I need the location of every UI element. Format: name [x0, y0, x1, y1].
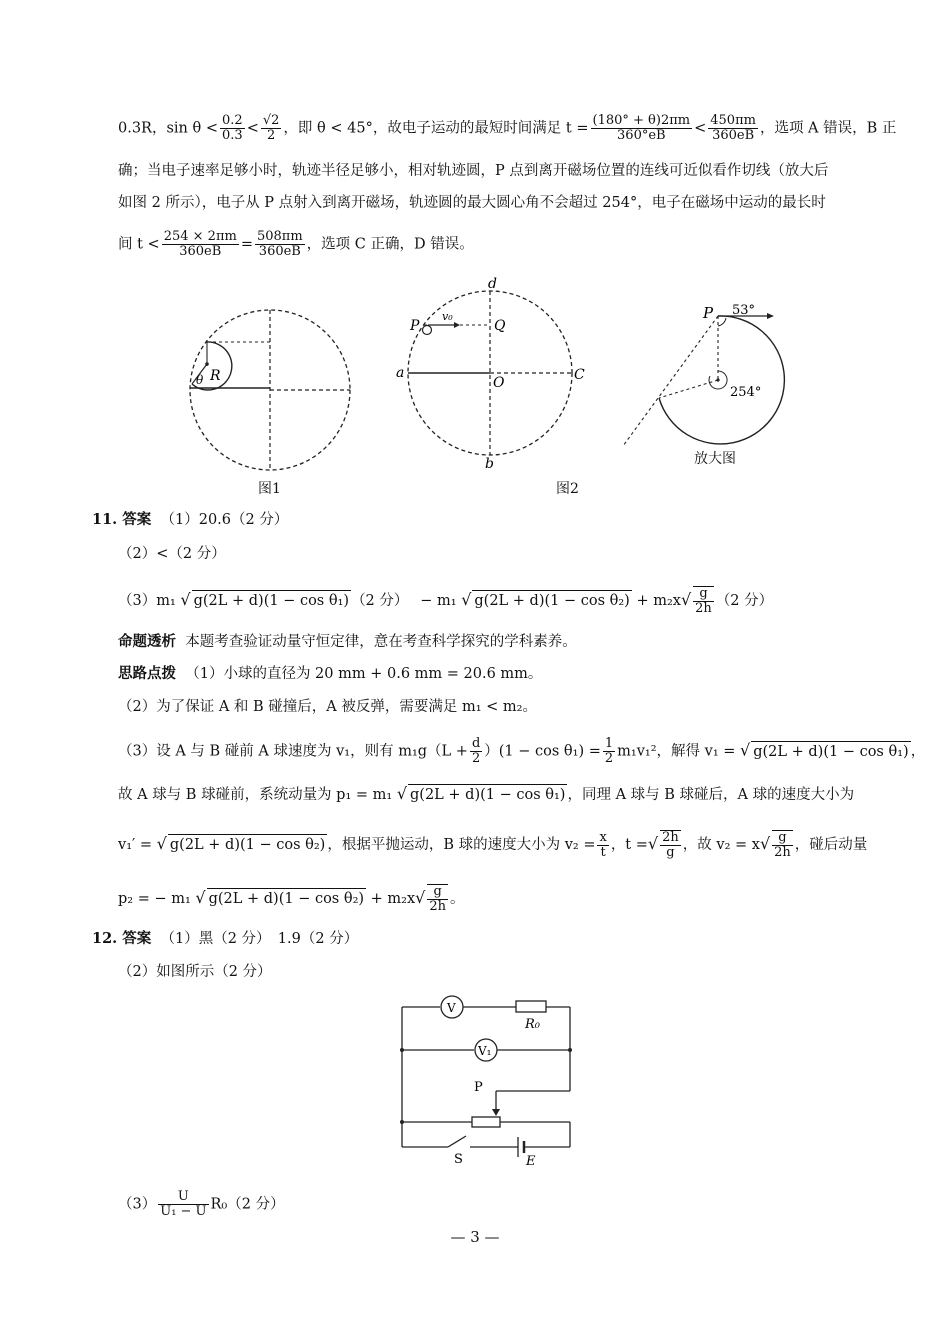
q11-answer-3: （3）m₁ √ g(2L + d)(1 − cos θ₁) （2 分） − m₁ √ g(2L + d)(1 − cos θ₂) + m₂x√ $\frac{g}{2h}$ （2 分） [118, 586, 774, 616]
q12-answer-2: （2）如图所示（2 分） [118, 964, 272, 980]
q11-hint-5: v₁′ = √ g(2L + d)(1 − cos θ₂) ，根据平抛运动，B 球的速度大小为 v₂ = $\frac{x}{t}$ ，t =√ $\frac{2h}{g}$ ，故 v₂ = x√ $\frac{g}{2h}$ ，碰后动量 [118, 829, 868, 860]
para1-line1: 0.3R，sin θ < $\frac{0.2}{0.3}$ < $\frac{√2}{2}$ ，即 θ < 45°，故电子运动的最短时间满足 t = $\frac{(180^\circ + \theta)2\pi m}{360^\circ eB}$ < $\frac{450\pi m}{360eB}$ ，选项 A 错误，B 正 [118, 113, 897, 143]
frac: $\frac{U}{\text{U₁ − U}}$ [160, 1189, 207, 1219]
q11-hint-3: （3）设 A 与 B 碰前 A 球速度为 v₁，则有 m₁g（L + $\frac{d}{2}$ ）(1 − cos θ₁) = $\frac{1}{2}$ m₁v₁²，解得 v₁ = √ g(2L + d)(1 − cos θ₁) ， [118, 736, 926, 766]
fig1-caption: 图1 [258, 481, 281, 497]
frac: $\frac{508\pi m}{360eB}$ [256, 229, 303, 259]
fig2-label-d: d [488, 276, 497, 292]
circuit-label-V: V [447, 1001, 456, 1015]
fig3-label-53: 53° [732, 303, 756, 318]
fig2-label-Q: Q [494, 318, 506, 334]
q12-answer-3: （3） $\frac{U}{\text{U₁ − U}}$ R₀（2 分） [118, 1189, 285, 1219]
circuit-label-V1: V₁ [478, 1044, 492, 1058]
fig3-label-254: 254° [730, 385, 762, 400]
fig2-label-C: C [574, 367, 585, 383]
frac: $\frac{d}{2}$ [471, 736, 481, 766]
circuit-label-E: E [526, 1154, 536, 1169]
q11-hint-4: 故 A 球与 B 球碰前，系统动量为 p₁ = m₁ √ g(2L + d)(1 − cos θ₁) ，同理 A 球与 B 球碰后，A 球的速度大小为 [118, 784, 855, 803]
q11-hint-2: （2）为了保证 A 和 B 碰撞后，A 被反弹，需要满足 m₁ < m₂。 [118, 699, 537, 715]
para1-line4: 间 t < $\frac{254 \times 2\pi m}{360eB}$ = $\frac{508\pi m}{360eB}$ ，选项 C 正确，D 错误。 [118, 229, 474, 259]
frac: $\frac{g}{2h}$ [774, 830, 791, 860]
page-number: — 3 — [450, 1228, 500, 1246]
fig2-label-P: P [410, 318, 420, 334]
fig2-label-b: b [485, 456, 494, 472]
q11-answer-2: （2）<（2 分） [118, 546, 226, 562]
frac: $\frac{g}{2h}$ [429, 884, 447, 914]
circuit-label-R0: R₀ [525, 1017, 540, 1032]
para1-line3: 如图 2 所示），电子从 P 点射入到离开磁场，轨迹圆的最大圆心角不会超过 254°，电子在磁场中运动的最长时 [118, 195, 826, 211]
frac: $\frac{(180^\circ + \theta)2\pi m}{360^\circ eB}$ [592, 113, 691, 143]
fig2-label-v0: v₀ [442, 310, 453, 323]
q11-hint-1: 思路点拨 （1）小球的直径为 20 mm + 0.6 mm = 20.6 mm。 [118, 665, 543, 682]
frac: $\frac{2h}{g}$ [662, 830, 679, 860]
frac: $\frac{1}{2}$ [604, 736, 614, 766]
fig2-label-a: a [396, 365, 405, 381]
q11-hint-6: p₂ = − m₁ √ g(2L + d)(1 − cos θ₂) + m₂x√ $\frac{g}{2h}$ 。 [118, 884, 465, 914]
frac: $\frac{254 \times 2\pi m}{360eB}$ [163, 229, 237, 259]
frac: $\frac{450\pi m}{360eB}$ [710, 113, 756, 143]
fig1-label-R: R [210, 368, 221, 384]
fig3-label-P: P [703, 304, 714, 322]
frac: $\frac{0.2}{0.3}$ [222, 113, 243, 143]
figure-magnified [615, 296, 795, 456]
frac: $\frac{x}{t}$ [599, 829, 607, 860]
para1-line2: 确；当电子速率足够小时，轨迹半径足够小，相对轨迹圆，P 点到离开磁场位置的连线可近似看作切线（放大后 [118, 163, 829, 179]
figure-2 [390, 276, 590, 476]
frac: $\frac{g}{2h}$ [695, 586, 712, 616]
q11-analysis: 命题透析 本题考查验证动量守恒定律，意在考查科学探究的学科素养。 [118, 633, 577, 650]
circuit-label-S: S [454, 1152, 463, 1167]
circuit-diagram [390, 990, 590, 1170]
fig2-caption: 图2 [556, 481, 579, 497]
fig3-caption: 放大图 [694, 451, 736, 467]
q12-answer-1: 12. 答案 （1）黑（2 分） 1.9（2 分） [92, 930, 359, 947]
q11-answer-1: 11. 答案 （1）20.6（2 分） [92, 511, 289, 528]
fig2-label-O: O [493, 375, 505, 391]
figure-1 [180, 300, 360, 480]
circuit-label-P: P [474, 1080, 483, 1095]
fig1-label-theta: θ [196, 373, 204, 387]
frac: $\frac{√2}{2}$ [262, 113, 280, 143]
